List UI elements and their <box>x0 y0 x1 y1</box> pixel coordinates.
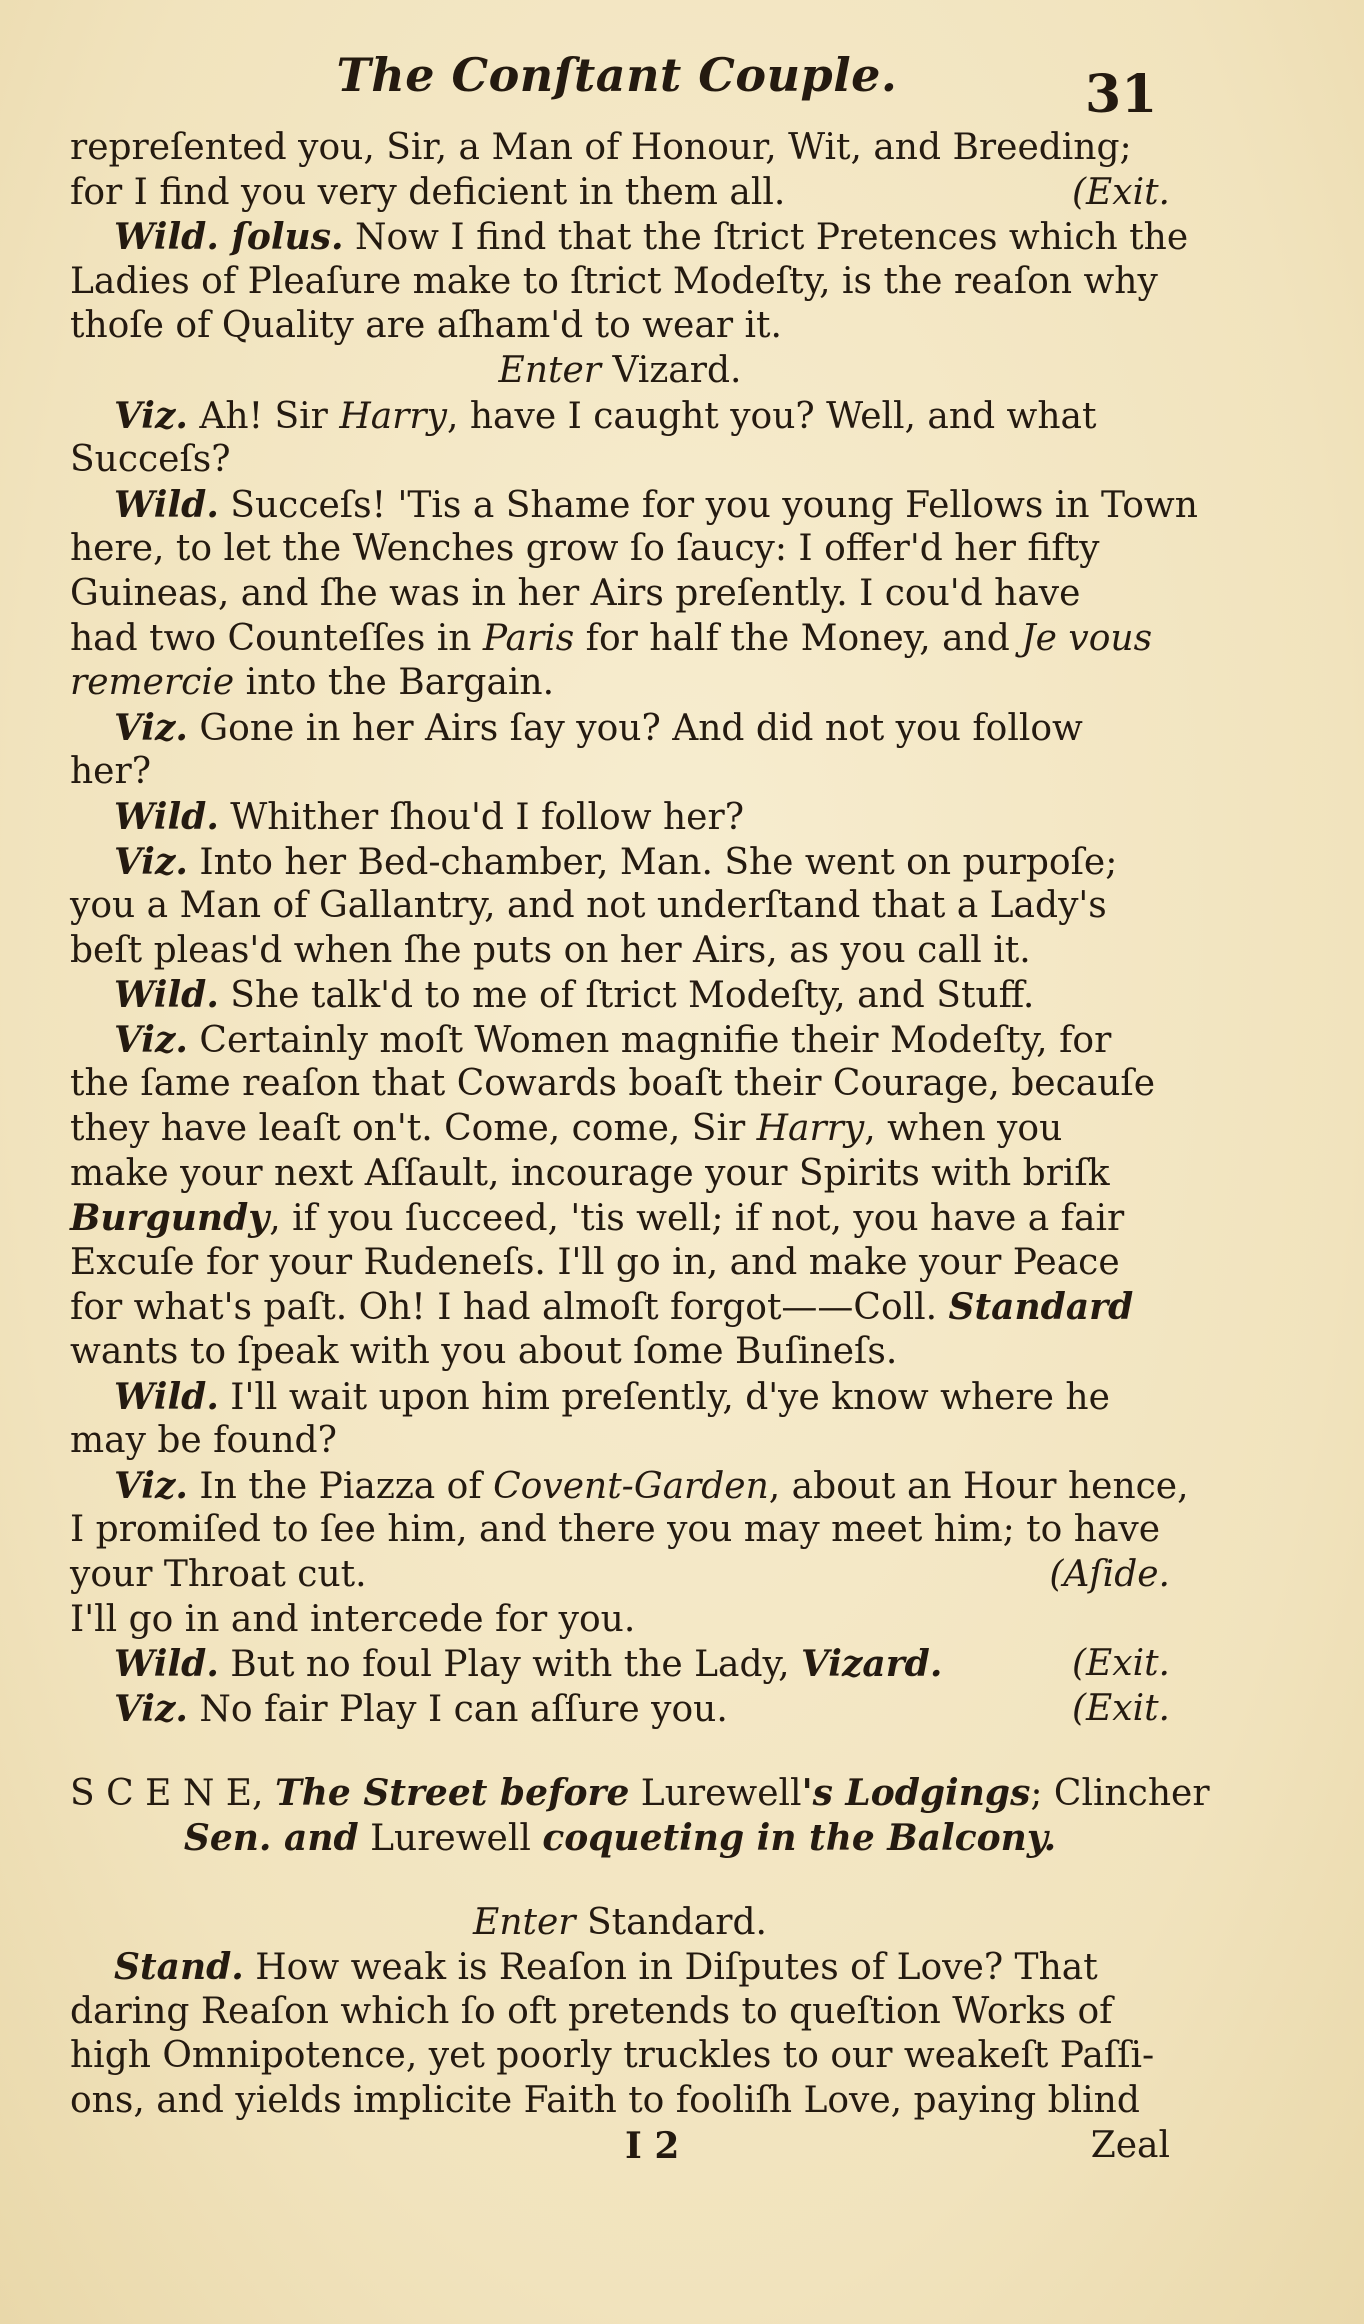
speech-line: Viz. Into her Bed-chamber, Man. She went on purpoſe; <box>114 840 1118 883</box>
scene-heading: Sen. and Lurewell coqueting in the Balcony. <box>183 1816 1057 1859</box>
stage-direction-exit: (Exit. <box>1071 171 1170 213</box>
spacer <box>70 1731 1170 1771</box>
stage-direction: Enter Vizard. <box>498 349 742 391</box>
text-line: wants to ſpeak with you about ſome Buſineſs. <box>70 1331 898 1373</box>
speech-line: Viz. Gone in her Airs ſay you? And did not you follow <box>114 706 1083 749</box>
speaker-name: Wild. <box>114 795 219 838</box>
text-line: remercie into the Bargain. <box>70 662 555 704</box>
text-line: I promiſed to ſee him, and there you may meet him; to have <box>70 1509 1161 1551</box>
text-line: ons, and yields implicite Faith to fooliſh Love, paying blind <box>70 2079 1140 2121</box>
text-line: Burgundy, if you ſucceed, 'tis well; if not, you have a fair <box>70 1197 1125 1240</box>
speaker-name: Wild. <box>114 483 219 526</box>
speech-line: Wild. But no foul Play with the Lady, Vizard. (Exit. <box>114 1643 1170 1686</box>
text-line: Excuſe for your Rudeneſs. I'll go in, and make your Peace <box>70 1241 1120 1283</box>
text-line: daring Reaſon which ſo oft pretends to queſtion Works of <box>70 1990 1113 2032</box>
speech-line: Wild. Whither ſhou'd I follow her? <box>114 795 744 838</box>
running-head: The Conſtant Couple. <box>336 48 898 102</box>
speaker-name: Viz. <box>114 706 188 749</box>
speech-line: Stand. How weak is Reaſon in Diſputes of Love? That <box>114 1946 1098 1989</box>
speaker-name: Wild. <box>114 1643 219 1686</box>
text-line: her? <box>70 751 151 793</box>
text-line: may be found? <box>70 1420 337 1462</box>
speech-line: Wild. ſolus. Now I find that the ſtrict Pretences which the <box>114 216 1189 259</box>
text-line: I'll go in and intercede for you. <box>70 1598 636 1640</box>
stage-direction-aside: (Aſide. <box>1049 1554 1170 1595</box>
text-line: your Throat cut. (Aſide. <box>70 1553 1170 1598</box>
speaker-name: Wild. ſolus. <box>114 216 344 259</box>
stage-direction-exit: (Exit. <box>1071 1643 1170 1685</box>
spacer <box>70 1861 1170 1901</box>
text-line: the ſame reaſon that Cowards boaſt their Courage, becauſe <box>70 1063 1156 1105</box>
text-line: they have leaſt on't. Come, come, Sir Harry, when you <box>70 1108 1063 1150</box>
speech-line: Viz. Ah! Sir Harry, have I caught you? Well, and what <box>114 394 1097 437</box>
speaker-name: Stand. <box>114 1946 244 1989</box>
speech-line: Viz. In the Piazza of Covent-Garden, about an Hour hence, <box>114 1464 1189 1507</box>
text-line: here, to let the Wenches grow ſo ſaucy: I offer'd her fifty <box>70 528 1100 570</box>
scene-heading: S C E N E, The Street before Lurewell's Lodgings; Clincher <box>70 1772 1210 1815</box>
stage-direction-exit: (Exit. <box>1071 1687 1170 1729</box>
speaker-name: Viz. <box>114 394 188 437</box>
speech-line: Viz. Certainly moſt Women magnifie their Modeſty, for <box>114 1018 1112 1061</box>
speaker-name: Wild. <box>114 974 219 1017</box>
text-line: had two Counteſſes in Paris for half the Money, and Je vous <box>70 617 1153 659</box>
text-line: you a Man of Gallantry, and not underſtand that a Lady's <box>70 885 1107 927</box>
catchword: Zeal <box>1090 2124 1170 2166</box>
text-line: Ladies of Pleaſure make to ſtrict Modeſty, is the reaſon why <box>70 260 1158 302</box>
speech-line: Viz. No fair Play I can aſſure you. (Exit. <box>114 1687 1170 1730</box>
stage-direction: Enter Standard. <box>473 1901 767 1943</box>
page-footer <box>70 2124 1170 2169</box>
text-line: for what's paſt. Oh! I had almoſt forgot——Coll. Standard <box>70 1286 1134 1329</box>
text-line: make your next Aſſault, incourage your Spirits with briſk <box>70 1152 1110 1194</box>
text-line: thoſe of Quality are aſham'd to wear it. <box>70 305 782 347</box>
speech-line: Wild. I'll wait upon him preſently, d'ye know where he <box>114 1375 1110 1418</box>
text-line: beſt pleas'd when ſhe puts on her Airs, as you call it. <box>70 929 1031 971</box>
text-line: Guineas, and ſhe was in her Airs preſently. I cou'd have <box>70 572 1081 614</box>
speaker-name: Viz. <box>114 840 188 883</box>
page-number: 31 <box>1085 64 1158 125</box>
text-line: high Omnipotence, yet poorly truckles to our weakeſt Paſſi- <box>70 2035 1155 2077</box>
text-line: Succeſs? <box>70 439 231 481</box>
speech-line: Wild. She talk'd to me of ſtrict Modeſty, and Stuff. <box>114 974 1035 1017</box>
text-line: for I find you very deficient in them all. (Exit. <box>70 171 1170 216</box>
speaker-name: Viz. <box>114 1687 188 1730</box>
text-line: repreſented you, Sir, a Man of Honour, Wit, and Breeding; <box>70 127 1132 168</box>
speaker-name: Viz. <box>114 1464 188 1507</box>
signature-mark: I 2 <box>625 2124 680 2167</box>
speaker-name: Viz. <box>114 1018 188 1061</box>
play-text <box>70 126 1210 2168</box>
speaker-name: Wild. <box>114 1375 219 1418</box>
speech-line: Wild. Succeſs! 'Tis a Shame for you young Fellows in Town <box>114 483 1198 526</box>
